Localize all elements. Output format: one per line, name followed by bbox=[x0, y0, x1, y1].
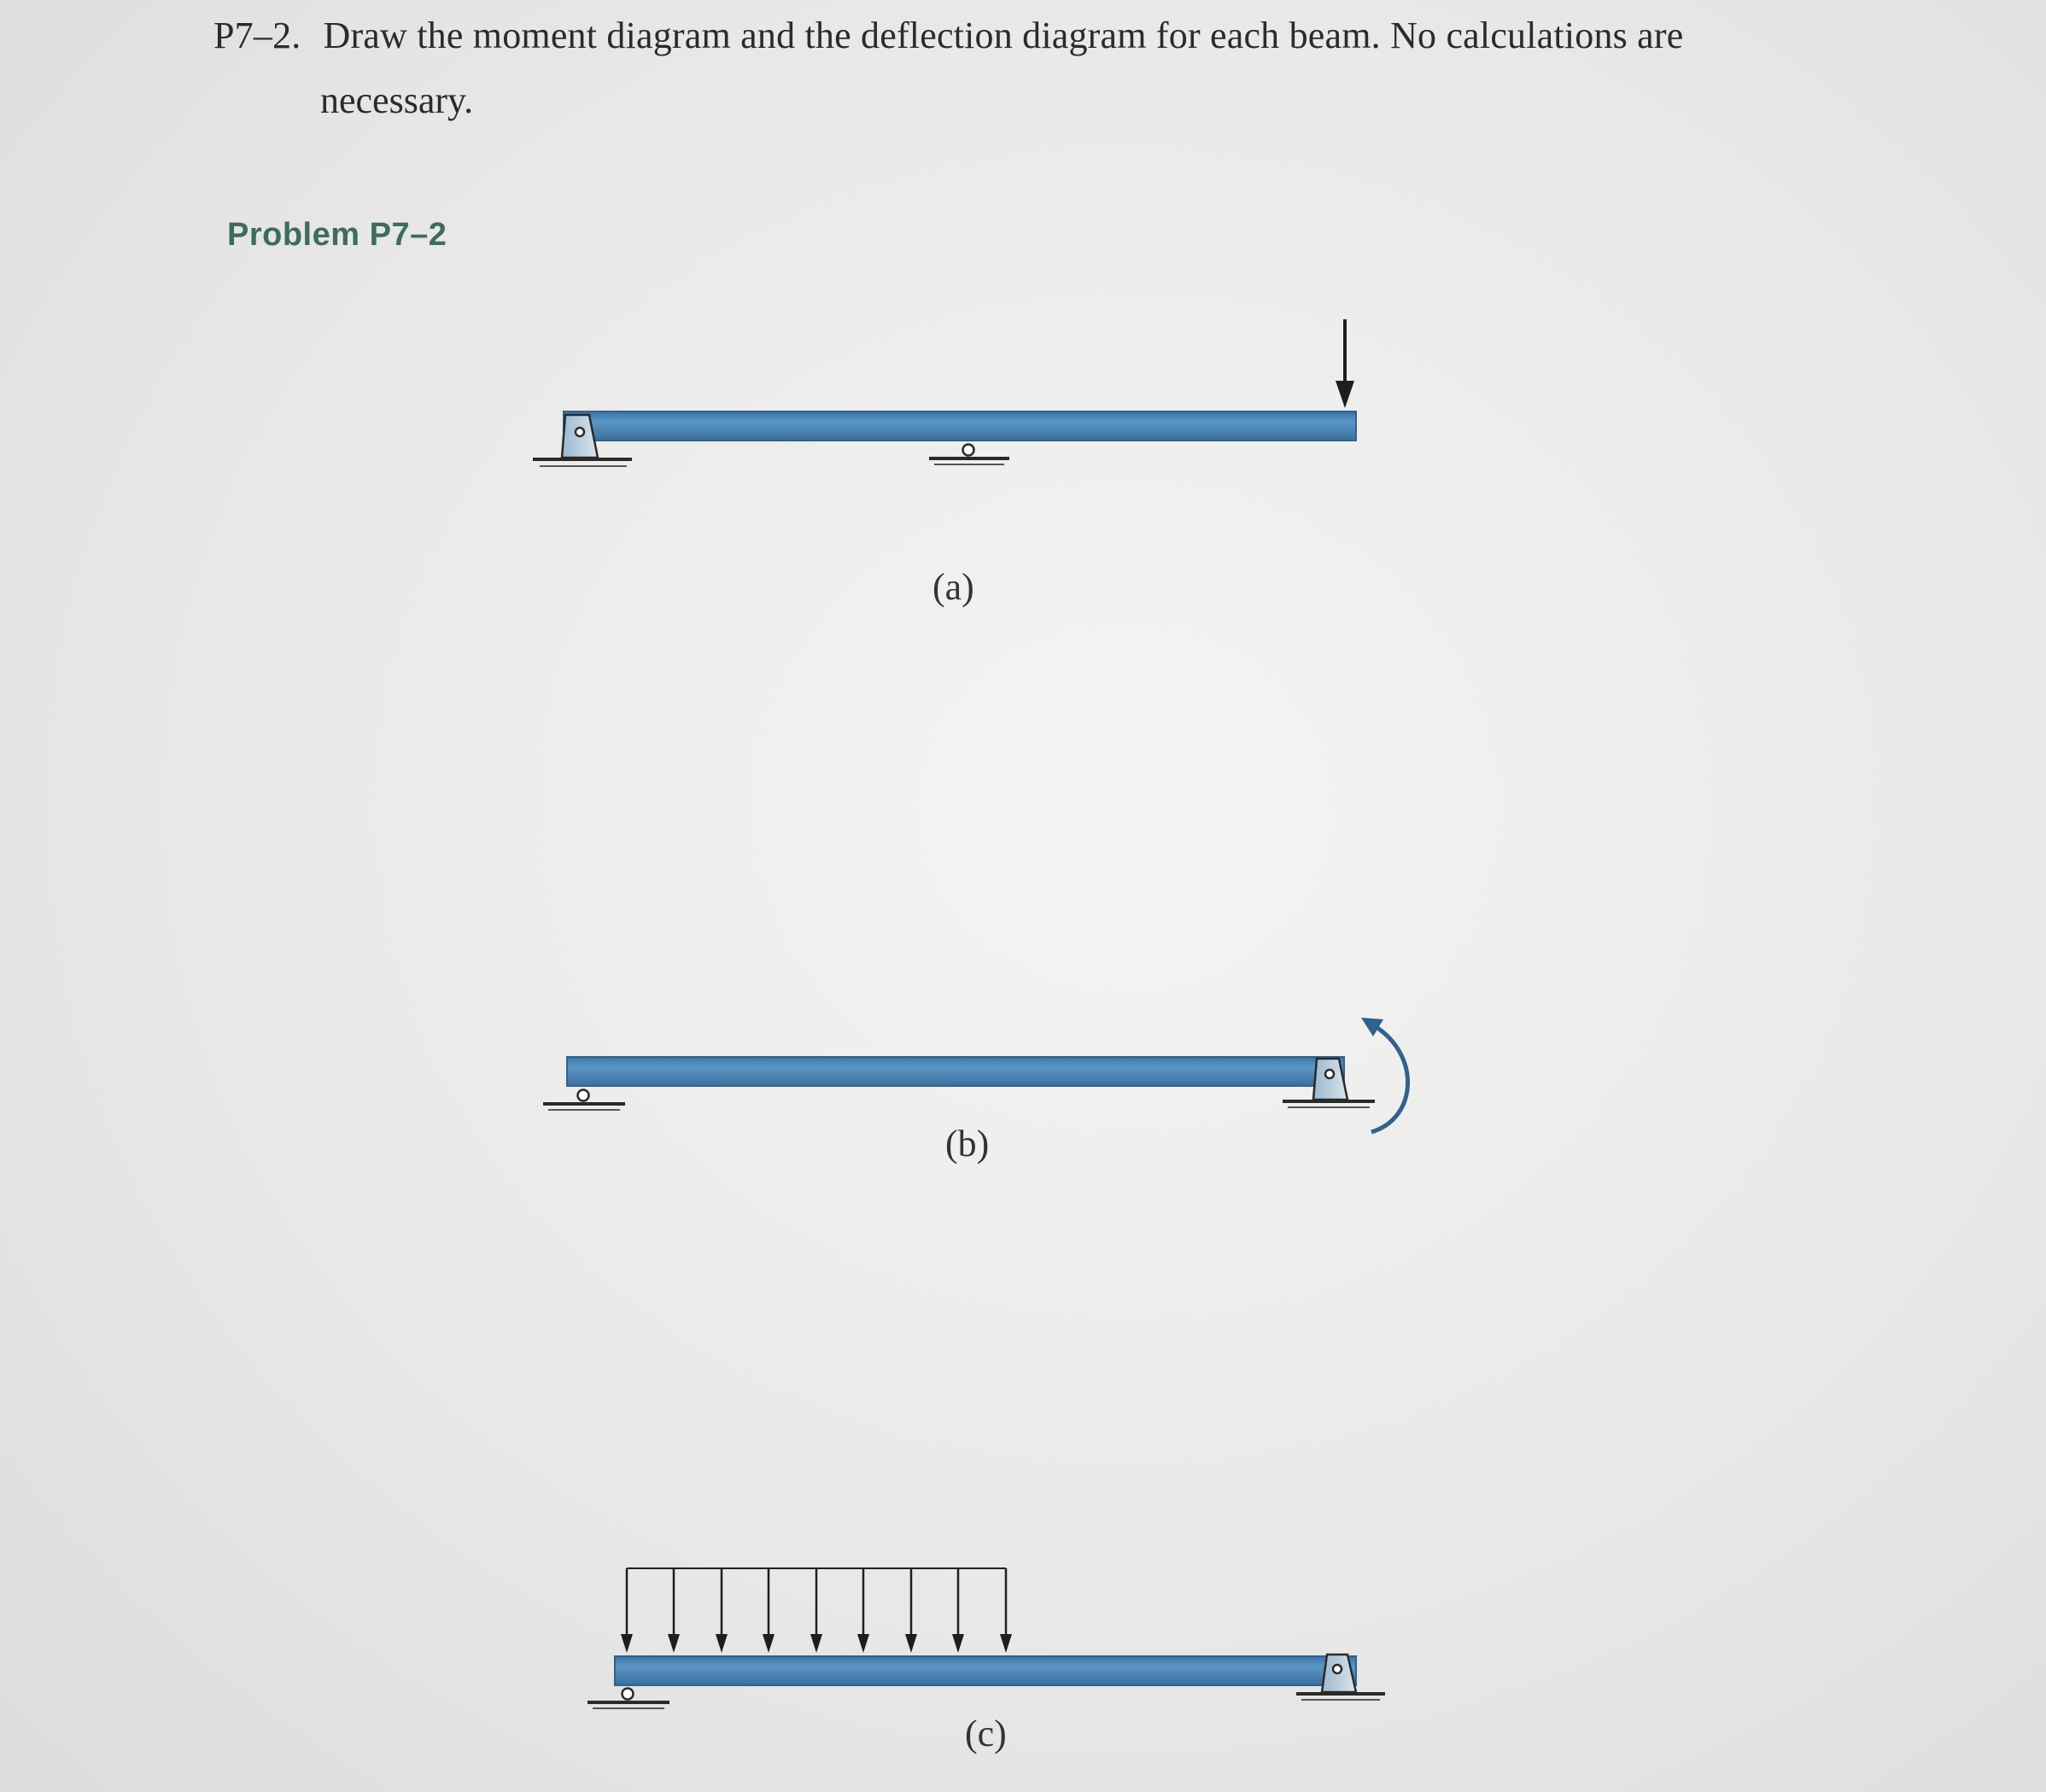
load-arrow-icon bbox=[952, 1568, 964, 1653]
load-arrow-icon bbox=[905, 1568, 917, 1653]
load-arrow-icon bbox=[668, 1568, 680, 1653]
load-arrow-icon bbox=[716, 1568, 728, 1653]
caption-b: (b) bbox=[945, 1123, 990, 1165]
roller-support-icon bbox=[587, 1689, 669, 1709]
beam-c-group bbox=[587, 1568, 1385, 1708]
load-arrow-icon bbox=[621, 1568, 633, 1653]
distributed-load-icon bbox=[621, 1568, 1012, 1653]
load-arrow-icon bbox=[810, 1568, 822, 1653]
beam-b-group bbox=[543, 1018, 1408, 1132]
problem-statement-line2: necessary. bbox=[320, 79, 474, 121]
load-arrow-icon bbox=[1000, 1568, 1012, 1653]
load-arrow-icon bbox=[763, 1568, 775, 1653]
beam-b bbox=[567, 1057, 1344, 1086]
moment-arrow-icon bbox=[1361, 1018, 1408, 1132]
beam-a bbox=[564, 412, 1356, 441]
problem-number: P7–2. bbox=[213, 15, 301, 56]
point-load-arrow-icon bbox=[1336, 319, 1354, 408]
problem-statement-line1: Draw the moment diagram and the deflection diagram for each beam. No calculations are bbox=[323, 15, 1684, 56]
caption-a: (a) bbox=[932, 566, 974, 608]
figure-label: Problem P7–2 bbox=[227, 217, 447, 253]
roller-support-icon bbox=[929, 445, 1009, 465]
beam-a-group bbox=[533, 319, 1356, 466]
load-arrow-icon bbox=[857, 1568, 869, 1653]
beam-c bbox=[615, 1656, 1356, 1685]
caption-c: (c) bbox=[965, 1713, 1007, 1754]
roller-support-icon bbox=[543, 1090, 625, 1111]
